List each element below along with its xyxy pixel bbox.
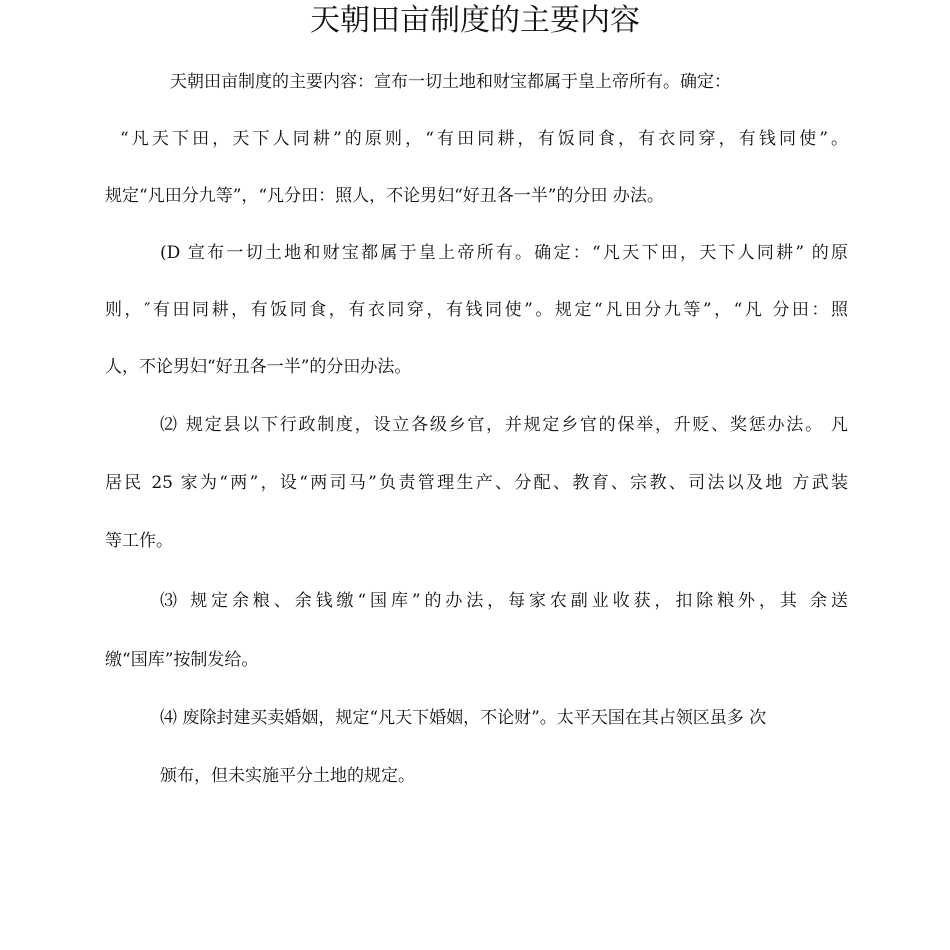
paragraph-line: ⑶ 规定余粮、余钱缴“国库”的办法，每家农副业收获，扣除粮外，其 余送 — [160, 591, 848, 611]
paragraph-line: “凡天下田，天下人同耕”的原则，“有田同耕，有饭同食，有衣同穿，有钱同使”。 — [120, 129, 848, 149]
paragraph-line: 天朝田亩制度的主要内容：宣布一切土地和财宝都属于皇上帝所有。确定： — [170, 72, 731, 92]
paragraph-line: 颁布，但未实施平分土地的规定。 — [160, 766, 415, 786]
paragraph-line: (D 宣布一切土地和财宝都属于皇上帝所有。确定：“凡天下田，天下人同耕” 的原 — [160, 243, 848, 263]
paragraph-line: 等工作。 — [105, 531, 173, 551]
paragraph-line: ⑷ 废除封建买卖婚姻，规定“凡天下婚姻，不论财”。太平天国在其占领区虽多 次 — [160, 708, 767, 728]
paragraph-line: ⑵ 规定县以下行政制度，设立各级乡官，并规定乡官的保举，升贬、奖惩办法。 凡 — [160, 415, 848, 435]
document-title: 天朝田亩制度的主要内容 — [310, 3, 640, 38]
paragraph-line: 则，″有田同耕，有饭同食，有衣同穿，有钱同使”。规定“凡田分九等”，“凡 分田：照 — [105, 300, 848, 320]
paragraph-line: 规定“凡田分九等”，“凡分田：照人，不论男妇“好丑各一半”的分田 办法。 — [105, 186, 664, 206]
paragraph-line: 居民 25 家为“两”，设“两司马”负责管理生产、分配、教育、宗教、司法以及地 方武装 — [105, 473, 848, 493]
paragraph-line: 缴“国库”按制发给。 — [105, 650, 259, 670]
paragraph-line: 人，不论男妇“好丑各一半”的分田办法。 — [105, 357, 412, 377]
